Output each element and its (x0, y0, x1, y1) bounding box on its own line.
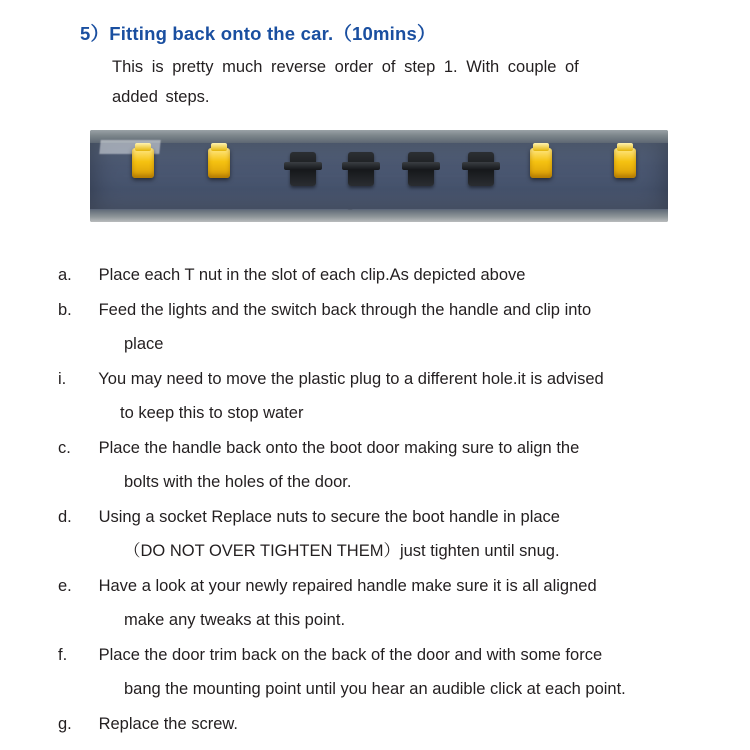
clip-icon (290, 152, 316, 186)
boot-handle-trim-photo (90, 130, 668, 222)
list-item (58, 362, 695, 430)
step-text-line: bang the mounting point until you hear an audible click at each point. (124, 680, 626, 698)
step-text-line: Have a look at your newly repaired handle make sure it is all aligned (98, 577, 597, 595)
step-text-line: You may need to move the plastic plug to a different hole.it is advised (98, 370, 604, 388)
list-item (58, 431, 695, 499)
clip-icon (408, 152, 434, 186)
section-intro (80, 52, 695, 112)
step-label: d. (58, 508, 72, 526)
step-text-line: Using a socket Replace nuts to secure the boot handle in place (98, 508, 560, 526)
intro-line-1: This is pretty much reverse order of step 1. With couple of (112, 58, 579, 76)
step-text-line: Feed the lights and the switch back through the handle and clip into (98, 301, 592, 319)
step-label: i. (58, 370, 67, 388)
list-item (58, 638, 695, 706)
step-text-line: to keep this to stop water (120, 404, 304, 422)
photo-trim-band (90, 143, 668, 209)
steps-list (58, 258, 695, 741)
step-text-line: bolts with the holes of the door. (124, 473, 352, 491)
step-text-line: place (124, 335, 164, 353)
t-nut-icon (530, 148, 552, 178)
photo-bottom-edge (90, 210, 668, 222)
t-nut-icon (208, 148, 230, 178)
list-item (58, 293, 695, 361)
instruction-photo (90, 130, 668, 222)
list-item (58, 707, 695, 741)
clip-icon (348, 152, 374, 186)
step-text-line: make any tweaks at this point. (124, 611, 346, 629)
step-label: c. (58, 439, 71, 457)
t-nut-icon (132, 148, 154, 178)
step-text-line: Place the door trim back on the back of the door and with some force (98, 646, 603, 664)
list-item (58, 500, 695, 568)
list-item (58, 569, 695, 637)
section-heading: 5）Fitting back onto the car.（10mins） (80, 23, 436, 44)
step-label: f. (58, 646, 68, 664)
intro-line-2: added steps. (112, 88, 210, 106)
step-label: e. (58, 577, 72, 595)
step-text-line: Place each T nut in the slot of each clip.As depicted above (98, 266, 526, 284)
step-text-line: （DO NOT OVER TIGHTEN THEM）just tighten until snug. (124, 542, 560, 560)
list-item (58, 258, 695, 292)
step-text-line: Replace the screw. (98, 715, 238, 733)
t-nut-icon (614, 148, 636, 178)
clip-icon (468, 152, 494, 186)
step-label: a. (58, 266, 72, 284)
step-text-line: Place the handle back onto the boot door making sure to align the (98, 439, 580, 457)
step-label: b. (58, 301, 72, 319)
step-label: g. (58, 715, 72, 733)
photo-top-edge (90, 130, 668, 143)
